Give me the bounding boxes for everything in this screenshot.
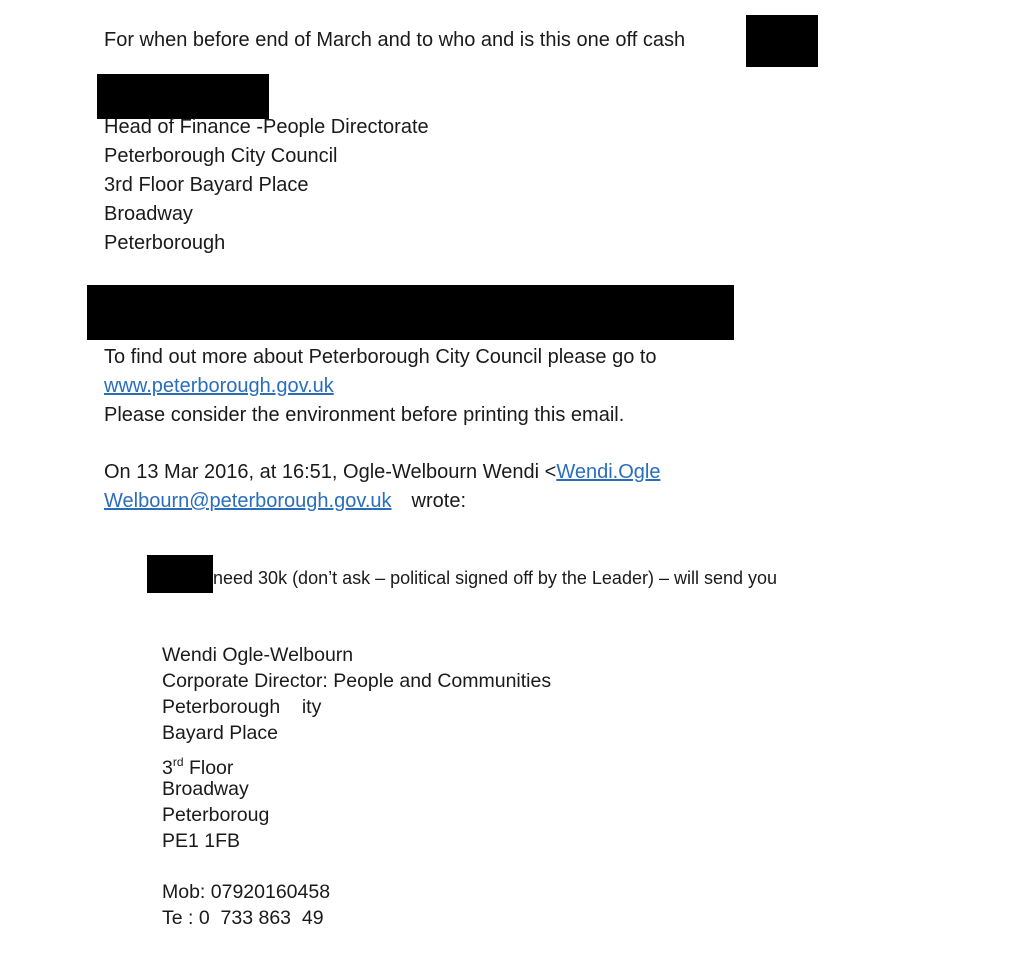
redaction-block xyxy=(746,15,818,67)
floor-number: 3 xyxy=(162,757,173,779)
footer-text: To find out more about Peterborough City Council please go to xyxy=(104,346,657,368)
quoted-sig-address: Bayard Place xyxy=(162,722,278,744)
signature-line: 3rd Floor Bayard Place xyxy=(104,174,309,196)
quoted-sig-address: Peterboroug xyxy=(162,804,270,826)
email-link[interactable]: Welbourn@peterborough.gov.uk xyxy=(104,490,392,512)
signature-line: Broadway xyxy=(104,203,193,225)
quote-header-suffix: wrote: xyxy=(411,490,466,512)
reply-question: For when before end of March and to who and is this one off cash xyxy=(104,29,686,51)
redaction-block xyxy=(87,285,734,340)
quoted-sig-name: Wendi Ogle-Welbourn xyxy=(162,644,354,666)
quote-header-line2 xyxy=(104,489,466,513)
floor-suffix: rd xyxy=(172,755,184,769)
quoted-sig-org: Peterborough ity xyxy=(162,696,322,718)
footer-text: Please consider the environment before printing this email. xyxy=(104,404,625,426)
quoted-sig-tel: Te : 0 733 863 49 xyxy=(162,907,324,929)
signature-line: Peterborough City Council xyxy=(104,145,338,167)
quoted-sig-address: Broadway xyxy=(162,778,249,800)
redaction-block xyxy=(97,74,269,119)
quoted-sig-mobile: Mob: 07920160458 xyxy=(162,881,331,903)
quoted-sig-title: Corporate Director: People and Communities xyxy=(162,670,552,692)
redaction-block xyxy=(147,555,213,593)
quoted-sig-floor xyxy=(162,750,233,780)
floor-text: Floor xyxy=(183,757,234,779)
email-link[interactable]: Wendi.Ogle xyxy=(556,461,661,483)
signature-line: Head of Finance -People Directorate xyxy=(104,116,429,138)
quoted-message: need 30k (don’t ask – political signed off by the Leader) – will send you xyxy=(213,568,778,588)
quote-header xyxy=(104,460,660,484)
website-link[interactable]: www.peterborough.gov.uk xyxy=(104,375,334,397)
quote-header-prefix: On 13 Mar 2016, at 16:51, Ogle-Welbourn Wendi < xyxy=(104,461,557,483)
signature-line: Peterborough xyxy=(104,232,226,254)
quoted-sig-postcode: PE1 1FB xyxy=(162,830,241,852)
